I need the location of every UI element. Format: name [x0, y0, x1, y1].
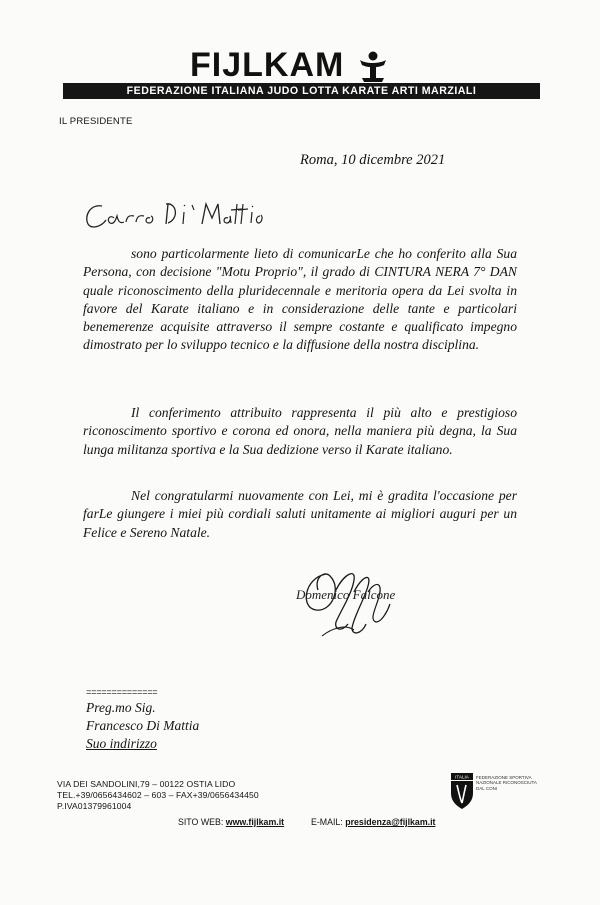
fijlkam-logo — [190, 46, 420, 82]
recipient-salutation: Preg.mo Sig. — [86, 700, 156, 715]
letter-paragraph-3: Nel congratularmi nuovamente con Lei, mi è gradita l'occasione per farLe giungere i miei più cordiali saluti unitamente ai migliori auguri per un Felice e Sereno Natale. — [83, 488, 517, 540]
footer-contacts — [178, 817, 435, 827]
footer-phones: TEL.+39/0656434602 – 603 – FAX+39/0656434450 — [57, 790, 259, 800]
footer-vat: P.IVA01379961004 — [57, 801, 132, 811]
federation-banner: FEDERAZIONE ITALIANA JUDO LOTTA KARATE ARTI MARZIALI — [63, 83, 540, 99]
signer-name: Domenico Falcone — [296, 587, 396, 602]
recipient-address: Suo indirizzo — [86, 736, 157, 751]
handwritten-greeting — [80, 196, 270, 236]
letter-date: Roma, 10 dicembre 2021 — [300, 152, 446, 168]
email-link[interactable]: presidenza@fijlkam.it — [345, 817, 436, 827]
coni-shield-icon — [451, 773, 473, 809]
separator-line: ============== — [86, 688, 158, 698]
coni-recognition-text: FEDERAZIONE SPORTIVA NAZIONALE RICONOSCIUTA DAL CONI — [476, 775, 537, 791]
logo-text: FIJLKAM — [190, 46, 345, 82]
logo-emblem — [360, 52, 386, 83]
letter-paragraph-2: Il conferimento attribuito rappresenta il più alto e prestigioso riconoscimento sportivo e corona ed onora, nella maniera più degna, la Sua lunga militanza sportiva e la Sua dedizione verso il Karate italiano. — [83, 405, 517, 457]
coni-badge-text: ITALIA — [455, 774, 469, 780]
footer-address: VIA DEI SANDOLINI,79 – 00122 OSTIA LIDO — [57, 779, 236, 789]
email-label: E-MAIL: — [311, 817, 343, 827]
recipient-name: Francesco Di Mattia — [86, 718, 200, 733]
office-title: IL PRESIDENTE — [59, 116, 133, 127]
web-label: SITO WEB: — [178, 817, 224, 827]
website-link[interactable]: www.fijlkam.it — [225, 817, 285, 827]
letter-paragraph-1: sono particolarmente lieto di comunicarLe che ho conferito alla Sua Persona, con decisione "Motu Proprio", il grado di CINTURA NERA 7° DAN quale riconoscimento della pluridecennale e meritoria opera da Lei svolta in favore del Karate italiano e in considerazione delle tante e particolari benemerenze acquisite attraverso il sempre costante e qualificato impegno dimostrato per lo sviluppo tecnico e la diffusione della nostra disciplina. — [83, 246, 517, 353]
